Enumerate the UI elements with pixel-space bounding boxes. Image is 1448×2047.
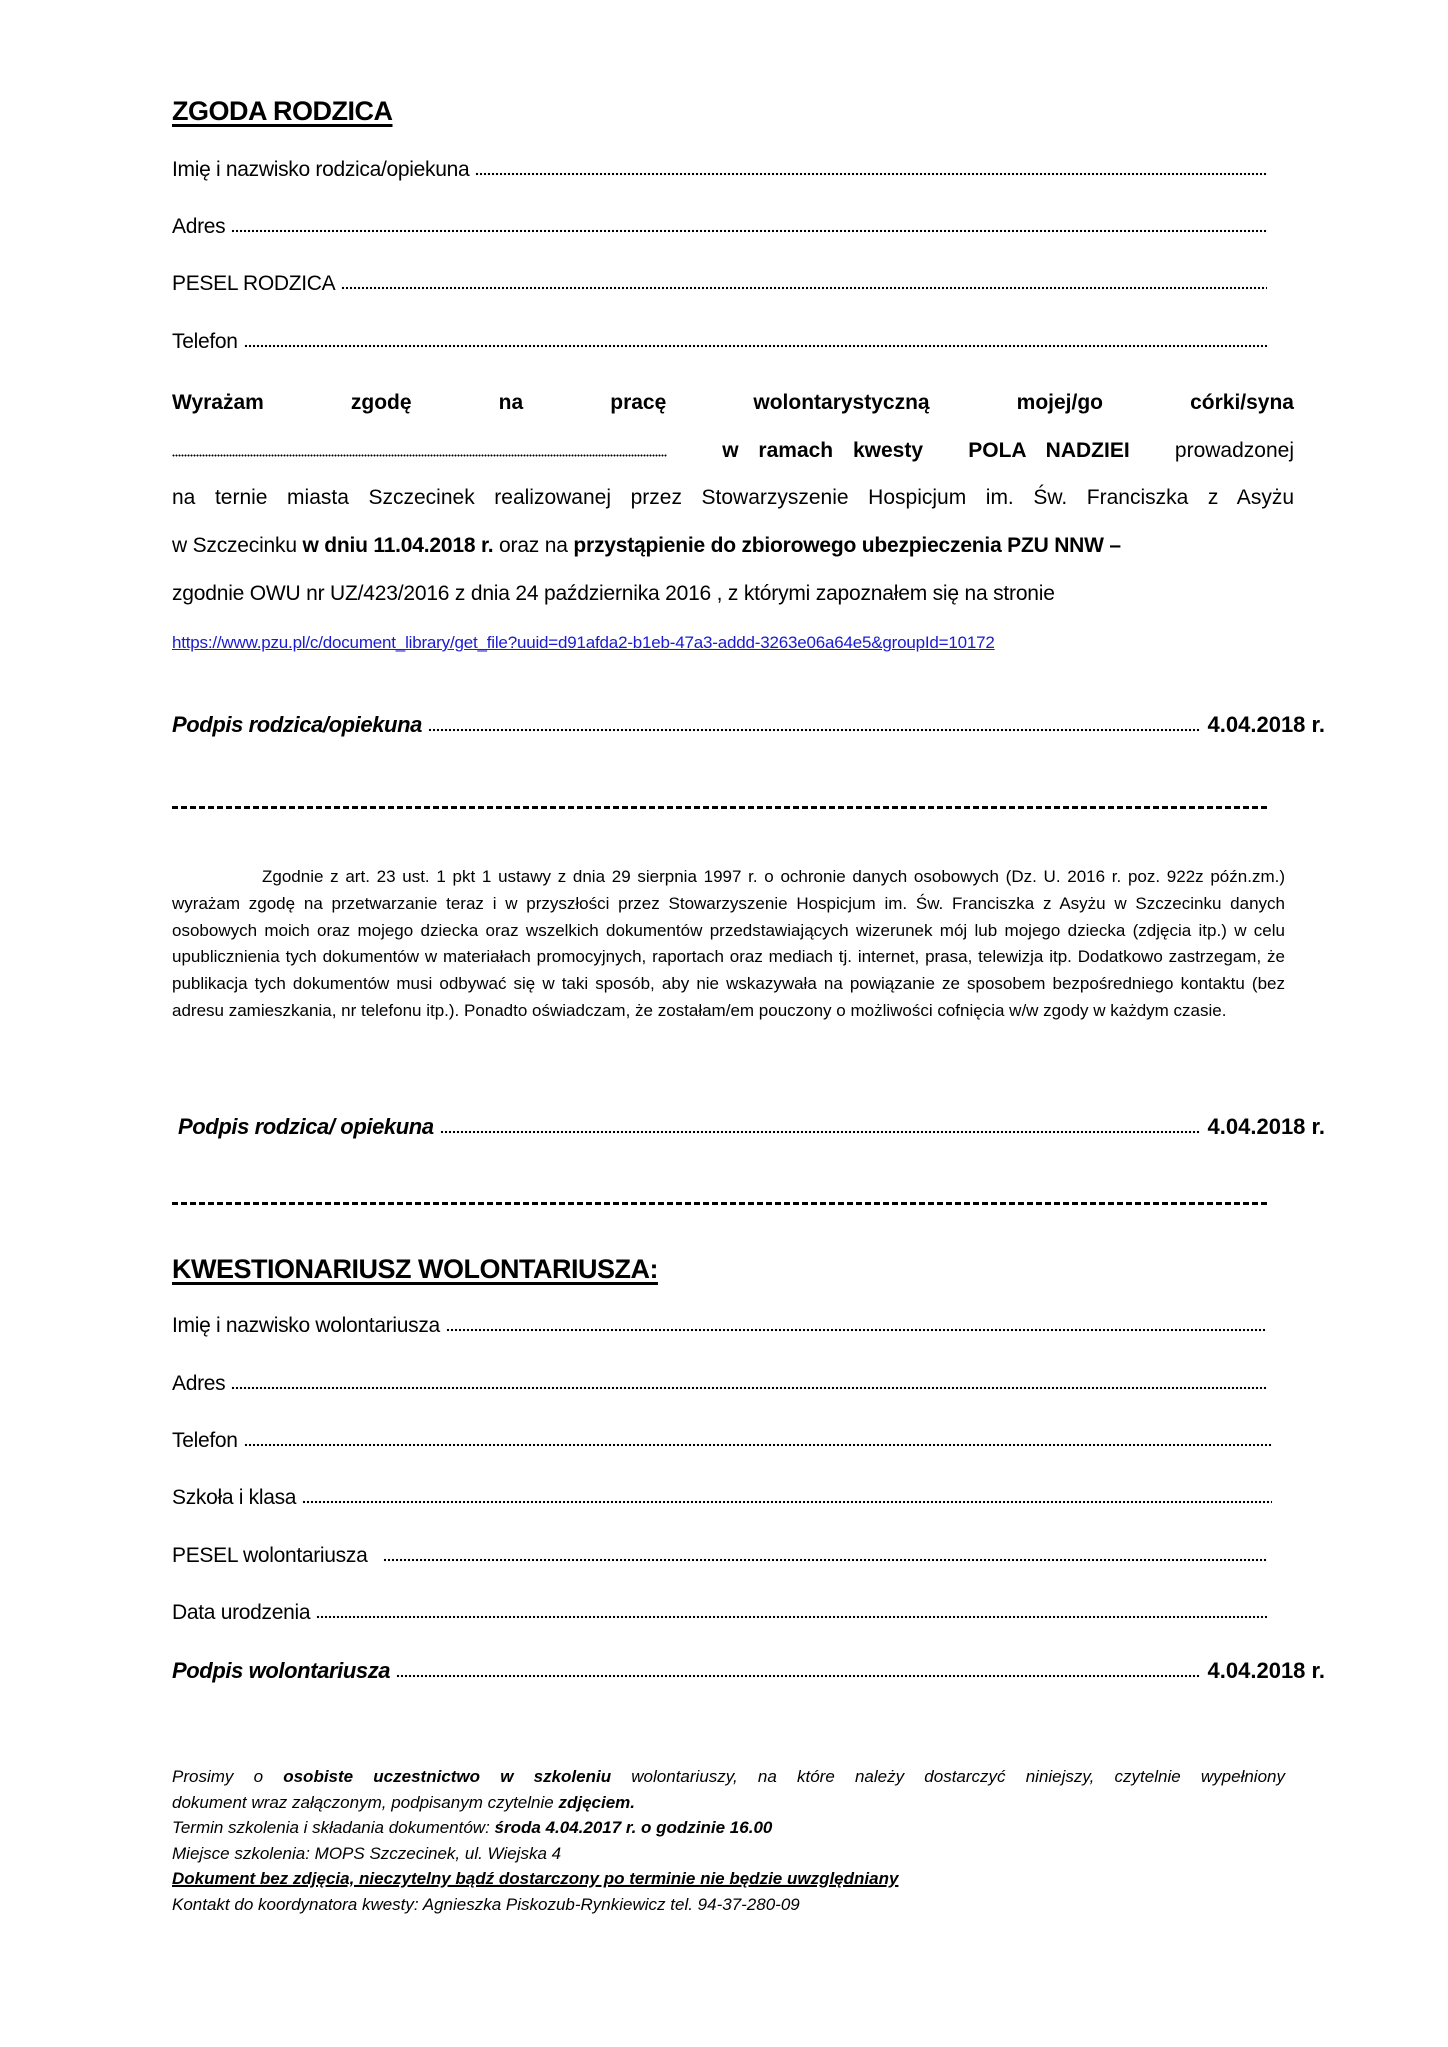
parent-signature-date: 4.04.2018 r. [1207, 712, 1325, 737]
footer-line-1 [172, 1764, 1285, 1790]
parent-address-fill-line[interactable] [231, 227, 1267, 233]
data-consent-signature-label: Podpis rodzica/ opiekuna [178, 1114, 434, 1139]
word: pracę [610, 391, 667, 414]
volunteer-school-label: Szkoła i klasa [172, 1486, 297, 1509]
parent-consent-title: ZGODA RODZICA [172, 96, 393, 126]
parent-phone-label: Telefon [172, 330, 238, 353]
parent-signature-row[interactable] [172, 712, 1325, 744]
volunteer-pesel-label: PESEL wolontariusza [172, 1544, 368, 1567]
parent-address-label: Adres [172, 215, 226, 238]
volunteer-pesel-fill-line[interactable] [383, 1556, 1267, 1562]
footer-text: dokument wraz załączonym, podpisanym czytelnie [172, 1792, 554, 1812]
insurance-clause: przystąpienie do zbiorowego ubezpieczenia PZU NNW – [573, 534, 1121, 557]
parent-address-field[interactable] [172, 215, 1267, 245]
data-processing-consent [172, 864, 1285, 1025]
word: na [498, 391, 524, 414]
volunteer-pesel-field[interactable] [172, 1544, 1267, 1574]
word: córki/syna [1190, 391, 1294, 414]
volunteer-name-field[interactable] [172, 1314, 1267, 1344]
volunteer-signature-date: 4.04.2018 r. [1207, 1658, 1325, 1683]
consent-line-3: na ternie miasta Szczecinek realizowanej przez Stowarzyszenie Hospicjum im. Św. Franciszka z Asyżu [172, 486, 1294, 509]
parent-pesel-fill-line[interactable] [341, 284, 1267, 290]
volunteer-phone-label: Telefon [172, 1429, 238, 1452]
volunteer-phone-field[interactable] [172, 1429, 1272, 1459]
volunteer-name-fill-line[interactable] [446, 1326, 1267, 1332]
training-date: środa 4.04.2017 r. o godzinie 16.00 [494, 1818, 773, 1837]
volunteer-address-fill-line[interactable] [231, 1384, 1267, 1390]
volunteer-birthdate-field[interactable] [172, 1601, 1267, 1631]
line4-part: oraz na [499, 534, 568, 557]
footer-line-5 [172, 1866, 1285, 1892]
parent-pesel-label: PESEL RODZICA [172, 272, 336, 295]
volunteer-name-label: Imię i nazwisko wolontariusza [172, 1314, 440, 1337]
word: zgodę [350, 391, 412, 414]
data-consent-signature-row[interactable] [178, 1114, 1325, 1146]
parent-phone-fill-line[interactable] [244, 342, 1267, 348]
event-date: w dniu 11.04.2018 r. [302, 534, 494, 557]
campaign-name: POLA NADZIEI [968, 439, 1130, 462]
campaign-prefix: w ramach kwesty [722, 439, 924, 462]
consent-line-1 [172, 378, 1294, 428]
volunteer-address-label: Adres [172, 1372, 226, 1395]
volunteer-signature-line[interactable] [396, 1672, 1199, 1678]
section-divider [172, 806, 1270, 809]
volunteer-questionnaire-title: KWESTIONARIUSZ WOLONTARIUSZA: [172, 1254, 658, 1284]
footer-text: wolontariuszy, na które należy dostarczyć niniejszy, czytelnie wypełniony [631, 1767, 1285, 1786]
volunteer-phone-fill-line[interactable] [244, 1441, 1272, 1447]
volunteer-address-field[interactable] [172, 1372, 1267, 1402]
rejection-warning: Dokument bez zdjęcia, nieczytelny bądź dostarczony po terminie nie będzie uwzględniany [172, 1869, 899, 1888]
parent-signature-label: Podpis rodzica/opiekuna [172, 712, 422, 737]
footer-emphasis: zdjęciem. [558, 1792, 636, 1812]
parent-name-label: Imię i nazwisko rodzica/opiekuna [172, 158, 470, 181]
volunteer-birthdate-label: Data urodzenia [172, 1601, 311, 1624]
consent-paragraph [172, 378, 1294, 618]
word: Wyrażam [172, 391, 264, 414]
data-consent-text: Zgodnie z art. 23 ust. 1 pkt 1 ustawy z dnia 29 sierpnia 1997 r. o ochronie danych osobowych (Dz. U. 2016 r. poz. 922z późn.zm.) wyrażam zgodę na przetwarzanie teraz i w przyszłości przez Stowarzyszenie Hospicjum im. Św. Franciszka z Asyżu w Szczecinku danych osobowych moich oraz mojego dziecka oraz wszelkich dokumentów przedstawiających wizerunek mój lub mojego dziecka (zdjęcia itp.) w celu upublicznienia tych dokumentów w materiałach promocyjnych, raportach oraz mediach tj. internet, prasa, telewizja itp. Dodatkowo zastrzegam, że publikacja tych dokumentów musi odbywać się w taki sposób, aby nie wskazywała na powiązanie ze sposobem bezpośredniego kontaktu (bez adresu zamieszkania, nr telefonu itp.). Ponadto oświadczam, że zostałam/em pouczony o możliwości cofnięcia w/w zgody w każdym czasie. [172, 867, 1285, 1020]
volunteer-birthdate-fill-line[interactable] [316, 1613, 1267, 1619]
parent-name-fill-line[interactable] [475, 170, 1267, 176]
line2-tail: prowadzonej [1174, 439, 1294, 462]
word: mojej/go [1016, 391, 1104, 414]
pzu-document-link[interactable]: https://www.pzu.pl/c/document_library/get_file?uuid=d91afda2-b1eb-47a3-addd-3263e06a64e5&groupId=10172 [172, 633, 995, 652]
footer-text: Prosimy o [172, 1767, 264, 1786]
line4-part: w Szczecinku [172, 534, 297, 557]
data-consent-signature-line[interactable] [440, 1128, 1200, 1134]
volunteer-signature-label: Podpis wolontariusza [172, 1658, 391, 1683]
volunteer-school-field[interactable] [172, 1486, 1272, 1516]
child-name-fill-line[interactable] [172, 451, 667, 457]
data-consent-signature-date: 4.04.2018 r. [1207, 1114, 1325, 1139]
volunteer-signature-row[interactable] [172, 1658, 1325, 1690]
parent-pesel-field[interactable] [172, 272, 1267, 302]
training-info-footer [172, 1764, 1285, 1917]
section-divider [172, 1202, 1270, 1205]
parent-name-field[interactable] [172, 158, 1267, 188]
consent-line-4 [172, 522, 1294, 570]
footer-line-4: Miejsce szkolenia: MOPS Szczecinek, ul. Wiejska 4 [172, 1843, 562, 1863]
word: wolontarystyczną [753, 391, 930, 414]
footer-line-2 [172, 1790, 1285, 1816]
parent-signature-line[interactable] [428, 726, 1200, 732]
consent-line-5: zgodnie OWU nr UZ/423/2016 z dnia 24 października 2016 , z którymi zapoznałem się na stronie [172, 582, 1055, 605]
training-date-label: Termin szkolenia i składania dokumentów: [172, 1818, 490, 1837]
parent-phone-field[interactable] [172, 330, 1267, 360]
volunteer-school-fill-line[interactable] [302, 1498, 1272, 1504]
footer-line-6: Kontakt do koordynatora kwesty: Agnieszka Piskozub-Rynkiewicz tel. 94-37-280-09 [172, 1894, 800, 1914]
footer-emphasis: osobiste uczestnictwo w szkoleniu [283, 1767, 612, 1786]
consent-line-2 [172, 428, 1294, 474]
footer-line-3 [172, 1815, 1285, 1841]
